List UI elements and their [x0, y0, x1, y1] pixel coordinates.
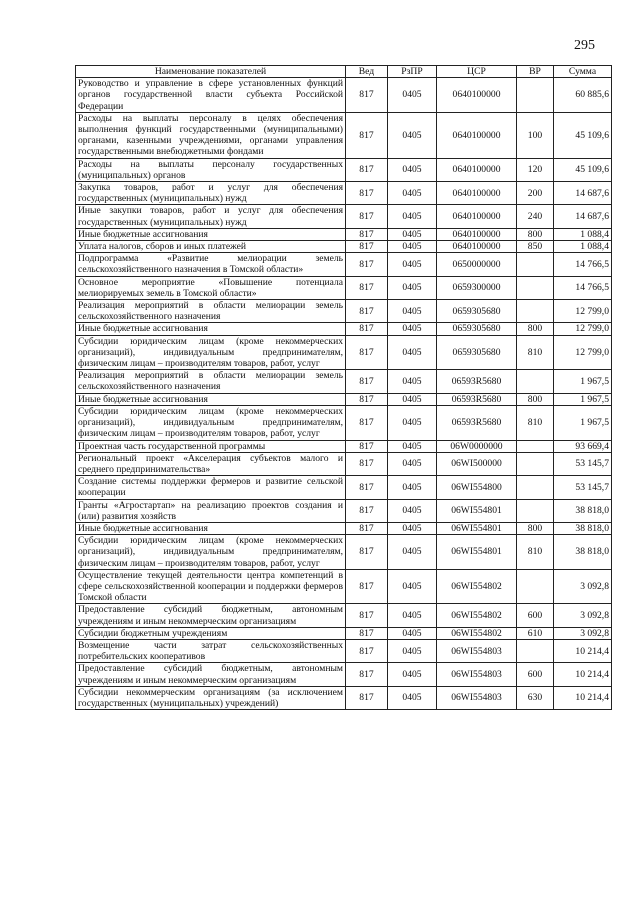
cell-name: Возмещение части затрат сельскохозяйственных потребительских кооперативов — [76, 639, 346, 662]
cell-sum: 53 145,7 — [554, 476, 612, 499]
cell-name: Создание системы поддержки фермеров и развитие сельской кооперации — [76, 476, 346, 499]
cell-rzpr: 0405 — [388, 253, 437, 276]
cell-sum: 45 109,6 — [554, 158, 612, 181]
cell-sum: 38 818,0 — [554, 499, 612, 522]
cell-sum: 10 214,4 — [554, 639, 612, 662]
cell-ved: 817 — [346, 522, 388, 534]
cell-csr: 0659305680 — [437, 300, 517, 323]
cell-csr: 06WI554803 — [437, 639, 517, 662]
cell-name: Реализация мероприятий в области мелиорации земель сельскохозяйственного назначения — [76, 300, 346, 323]
cell-csr: 06WI554801 — [437, 535, 517, 570]
cell-rzpr: 0405 — [388, 158, 437, 181]
cell-name: Иные бюджетные ассигнования — [76, 522, 346, 534]
cell-csr: 06WI554802 — [437, 627, 517, 639]
table-row — [76, 627, 612, 639]
cell-ved: 817 — [346, 335, 388, 370]
cell-name: Закупка товаров, работ и услуг для обеспечения государственных (муниципальных) нужд — [76, 182, 346, 205]
header-name: Наименование показателей — [76, 66, 346, 78]
header-rzpr: РзПР — [388, 66, 437, 78]
cell-name: Иные закупки товаров, работ и услуг для обеспечения государственных (муниципальных) нужд — [76, 205, 346, 228]
cell-csr: 06WI554801 — [437, 522, 517, 534]
cell-vr — [517, 452, 554, 475]
table-row — [76, 205, 612, 228]
cell-vr — [517, 253, 554, 276]
cell-rzpr: 0405 — [388, 499, 437, 522]
cell-vr: 800 — [517, 393, 554, 405]
cell-csr: 06WI554801 — [437, 499, 517, 522]
cell-ved: 817 — [346, 276, 388, 299]
cell-vr — [517, 276, 554, 299]
table-row — [76, 323, 612, 335]
cell-csr: 06593R5680 — [437, 405, 517, 440]
cell-name: Уплата налогов, сборов и иных платежей — [76, 241, 346, 253]
cell-vr: 800 — [517, 228, 554, 240]
table-row — [76, 440, 612, 452]
cell-rzpr: 0405 — [388, 276, 437, 299]
cell-vr — [517, 370, 554, 393]
cell-rzpr: 0405 — [388, 182, 437, 205]
cell-vr: 600 — [517, 663, 554, 686]
cell-vr — [517, 499, 554, 522]
cell-ved: 817 — [346, 241, 388, 253]
cell-vr — [517, 300, 554, 323]
cell-rzpr: 0405 — [388, 627, 437, 639]
cell-name: Субсидии юридическим лицам (кроме некоммерческих организаций), индивидуальным предпринимателям, физическим лицам – производителям товаров, работ, услуг — [76, 405, 346, 440]
cell-vr: 600 — [517, 604, 554, 627]
cell-name: Гранты «Агростартап» на реализацию проектов создания и (или) развития хозяйств — [76, 499, 346, 522]
cell-csr: 0650000000 — [437, 253, 517, 276]
cell-sum: 38 818,0 — [554, 535, 612, 570]
cell-vr: 810 — [517, 535, 554, 570]
cell-rzpr: 0405 — [388, 205, 437, 228]
cell-vr — [517, 78, 554, 113]
cell-rzpr: 0405 — [388, 604, 437, 627]
cell-rzpr: 0405 — [388, 535, 437, 570]
cell-csr: 0640100000 — [437, 158, 517, 181]
cell-ved: 817 — [346, 300, 388, 323]
cell-name: Расходы на выплаты персоналу государственных (муниципальных) органов — [76, 158, 346, 181]
cell-sum: 38 818,0 — [554, 522, 612, 534]
cell-ved: 817 — [346, 370, 388, 393]
cell-ved: 817 — [346, 476, 388, 499]
cell-name: Субсидии юридическим лицам (кроме некоммерческих организаций), индивидуальным предпринимателям, физическим лицам – производителям товаров, работ, услуг — [76, 335, 346, 370]
cell-rzpr: 0405 — [388, 370, 437, 393]
cell-sum: 60 885,6 — [554, 78, 612, 113]
cell-vr — [517, 569, 554, 604]
cell-sum: 3 092,8 — [554, 569, 612, 604]
cell-rzpr: 0405 — [388, 663, 437, 686]
cell-vr: 100 — [517, 112, 554, 158]
cell-vr — [517, 440, 554, 452]
header-row — [76, 66, 612, 78]
cell-csr: 06WI500000 — [437, 452, 517, 475]
cell-sum: 93 669,4 — [554, 440, 612, 452]
cell-ved: 817 — [346, 182, 388, 205]
table-row — [76, 253, 612, 276]
cell-sum: 53 145,7 — [554, 452, 612, 475]
table-row — [76, 499, 612, 522]
table-row — [76, 112, 612, 158]
cell-rzpr: 0405 — [388, 112, 437, 158]
table-row — [76, 405, 612, 440]
cell-rzpr: 0405 — [388, 452, 437, 475]
cell-rzpr: 0405 — [388, 393, 437, 405]
cell-ved: 817 — [346, 405, 388, 440]
cell-sum: 10 214,4 — [554, 686, 612, 709]
cell-vr: 240 — [517, 205, 554, 228]
table-row — [76, 393, 612, 405]
cell-name: Осуществление текущей деятельности центра компетенций в сфере сельскохозяйственной кооперации и поддержки фермеров Томской области — [76, 569, 346, 604]
cell-csr: 0640100000 — [437, 205, 517, 228]
cell-vr: 120 — [517, 158, 554, 181]
cell-vr: 800 — [517, 522, 554, 534]
cell-vr: 630 — [517, 686, 554, 709]
table-row — [76, 535, 612, 570]
cell-csr: 0659305680 — [437, 335, 517, 370]
table-row — [76, 686, 612, 709]
cell-sum: 1 967,5 — [554, 370, 612, 393]
cell-sum: 1 967,5 — [554, 393, 612, 405]
cell-csr: 0659305680 — [437, 323, 517, 335]
cell-rzpr: 0405 — [388, 323, 437, 335]
cell-sum: 14 687,6 — [554, 182, 612, 205]
cell-rzpr: 0405 — [388, 639, 437, 662]
cell-ved: 817 — [346, 663, 388, 686]
table-row — [76, 228, 612, 240]
cell-ved: 817 — [346, 205, 388, 228]
table-row — [76, 604, 612, 627]
cell-vr: 810 — [517, 405, 554, 440]
page-number: 295 — [574, 38, 595, 53]
cell-csr: 06WI554802 — [437, 604, 517, 627]
cell-name: Предоставление субсидий бюджетным, автономным учреждениям и иным некоммерческим организациям — [76, 604, 346, 627]
table-row — [76, 300, 612, 323]
cell-ved: 817 — [346, 440, 388, 452]
header-vr: ВР — [517, 66, 554, 78]
cell-csr: 0640100000 — [437, 112, 517, 158]
cell-ved: 817 — [346, 393, 388, 405]
cell-ved: 817 — [346, 452, 388, 475]
table-body — [76, 78, 612, 710]
cell-name: Субсидии бюджетным учреждениям — [76, 627, 346, 639]
cell-ved: 817 — [346, 323, 388, 335]
cell-name: Субсидии юридическим лицам (кроме некоммерческих организаций), индивидуальным предпринимателям, физическим лицам – производителям товаров, работ, услуг — [76, 535, 346, 570]
cell-csr: 06WI554803 — [437, 686, 517, 709]
cell-rzpr: 0405 — [388, 300, 437, 323]
table-row — [76, 569, 612, 604]
cell-ved: 817 — [346, 78, 388, 113]
table-row — [76, 476, 612, 499]
cell-ved: 817 — [346, 535, 388, 570]
cell-vr: 610 — [517, 627, 554, 639]
cell-rzpr: 0405 — [388, 335, 437, 370]
cell-csr: 06WI554802 — [437, 569, 517, 604]
table-row — [76, 78, 612, 113]
cell-sum: 1 088,4 — [554, 228, 612, 240]
cell-sum: 14 766,5 — [554, 276, 612, 299]
cell-ved: 817 — [346, 639, 388, 662]
cell-csr: 06W0000000 — [437, 440, 517, 452]
cell-csr: 0640100000 — [437, 78, 517, 113]
cell-name: Региональный проект «Акселерация субъектов малого и среднего предпринимательства» — [76, 452, 346, 475]
cell-sum: 14 766,5 — [554, 253, 612, 276]
cell-sum: 12 799,0 — [554, 335, 612, 370]
cell-ved: 817 — [346, 253, 388, 276]
cell-ved: 817 — [346, 604, 388, 627]
cell-rzpr: 0405 — [388, 78, 437, 113]
cell-vr: 200 — [517, 182, 554, 205]
cell-rzpr: 0405 — [388, 522, 437, 534]
cell-ved: 817 — [346, 112, 388, 158]
cell-csr: 0640100000 — [437, 228, 517, 240]
cell-csr: 06WI554803 — [437, 663, 517, 686]
table-row — [76, 335, 612, 370]
cell-sum: 1 088,4 — [554, 241, 612, 253]
table-row — [76, 639, 612, 662]
table-row — [76, 452, 612, 475]
cell-name: Иные бюджетные ассигнования — [76, 228, 346, 240]
header-ved: Вед — [346, 66, 388, 78]
cell-sum: 12 799,0 — [554, 323, 612, 335]
cell-csr: 0640100000 — [437, 182, 517, 205]
cell-rzpr: 0405 — [388, 476, 437, 499]
cell-rzpr: 0405 — [388, 569, 437, 604]
cell-sum: 14 687,6 — [554, 205, 612, 228]
cell-name: Подпрограмма «Развитие мелиорации земель сельскохозяйственного назначения в Томской области» — [76, 253, 346, 276]
cell-rzpr: 0405 — [388, 241, 437, 253]
cell-ved: 817 — [346, 569, 388, 604]
cell-name: Предоставление субсидий бюджетным, автономным учреждениям и иным некоммерческим организациям — [76, 663, 346, 686]
cell-sum: 10 214,4 — [554, 663, 612, 686]
table-row — [76, 158, 612, 181]
cell-name: Иные бюджетные ассигнования — [76, 393, 346, 405]
cell-csr: 06593R5680 — [437, 393, 517, 405]
cell-vr — [517, 639, 554, 662]
table-row — [76, 276, 612, 299]
cell-vr — [517, 476, 554, 499]
cell-csr: 06WI554800 — [437, 476, 517, 499]
cell-name: Реализация мероприятий в области мелиорации земель сельскохозяйственного назначения — [76, 370, 346, 393]
cell-vr: 850 — [517, 241, 554, 253]
cell-name: Субсидии некоммерческим организациям (за исключением государственных (муниципальных) учреждений) — [76, 686, 346, 709]
budget-table — [75, 65, 612, 710]
cell-sum: 45 109,6 — [554, 112, 612, 158]
cell-rzpr: 0405 — [388, 440, 437, 452]
cell-rzpr: 0405 — [388, 228, 437, 240]
cell-csr: 0640100000 — [437, 241, 517, 253]
cell-sum: 3 092,8 — [554, 604, 612, 627]
cell-ved: 817 — [346, 158, 388, 181]
cell-ved: 817 — [346, 499, 388, 522]
table-row — [76, 241, 612, 253]
table-row — [76, 182, 612, 205]
table-row — [76, 370, 612, 393]
cell-sum: 12 799,0 — [554, 300, 612, 323]
cell-name: Иные бюджетные ассигнования — [76, 323, 346, 335]
cell-rzpr: 0405 — [388, 405, 437, 440]
cell-name: Руководство и управление в сфере установленных функций органов государственной власти субъекта Российской Федерации — [76, 78, 346, 113]
cell-csr: 0659300000 — [437, 276, 517, 299]
cell-name: Расходы на выплаты персоналу в целях обеспечения выполнения функций государственными (муниципальными) органами, казенными учреждениями, органами управления государственными внебюджетными фондами — [76, 112, 346, 158]
header-sum: Сумма — [554, 66, 612, 78]
table-row — [76, 522, 612, 534]
header-csr: ЦСР — [437, 66, 517, 78]
cell-ved: 817 — [346, 686, 388, 709]
cell-ved: 817 — [346, 228, 388, 240]
cell-name: Основное мероприятие «Повышение потенциала мелиорируемых земель в Томской области» — [76, 276, 346, 299]
cell-vr: 810 — [517, 335, 554, 370]
cell-rzpr: 0405 — [388, 686, 437, 709]
cell-ved: 817 — [346, 627, 388, 639]
cell-vr: 800 — [517, 323, 554, 335]
cell-sum: 1 967,5 — [554, 405, 612, 440]
cell-sum: 3 092,8 — [554, 627, 612, 639]
table-header — [76, 66, 612, 78]
cell-csr: 06593R5680 — [437, 370, 517, 393]
table-row — [76, 663, 612, 686]
cell-name: Проектная часть государственной программы — [76, 440, 346, 452]
